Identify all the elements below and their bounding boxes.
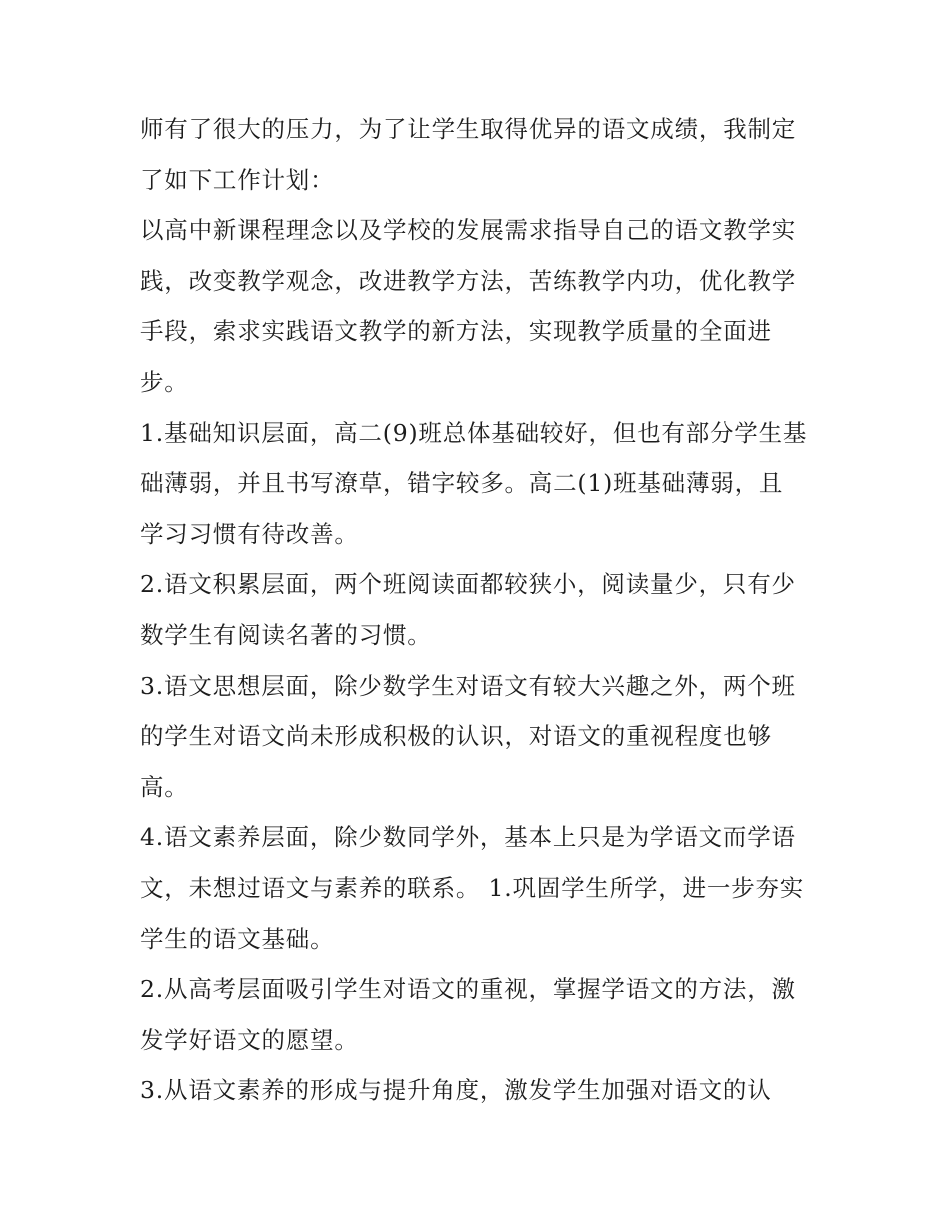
document-body (140, 104, 820, 1116)
text-line: 师有了很大的压力，为了让学生取得优异的语文成绩，我制定 (140, 115, 797, 143)
text-line: 3.语文思想层面，除少数学生对语文有较大兴趣之外，两个班 (140, 671, 796, 700)
text-line: 践，改变教学观念，改进教学方法，苦练教学内功，优化教学 (140, 266, 797, 295)
text-line: 1.基础知识层面，高二(9)班总体基础较好，但也有部分学生基 (140, 418, 808, 447)
text-line: 2.从高考层面吸引学生对语文的重视，掌握学语文的方法，激 (140, 975, 796, 1004)
text-line: 3.从语文素养的形成与提升角度，激发学生加强对语文的认 (140, 1076, 772, 1105)
text-line: 数学生有阅读名著的习惯。 (140, 620, 432, 649)
text-line: 文，未想过语文与素养的联系。 1.巩固学生所学，进一步夯实 (140, 873, 805, 902)
text-line: 2.语文积累层面，两个班阅读面都较狭小，阅读量少，只有少 (140, 570, 796, 599)
text-line: 了如下工作计划： (140, 165, 335, 194)
text-line: 高。 (140, 772, 189, 801)
text-line: 4.语文素养层面，除少数同学外，基本上只是为学语文而学语 (140, 823, 796, 852)
text-line: 的学生对语文尚未形成积极的认识，对语文的重视程度也够 (140, 722, 772, 751)
text-line: 发学好语文的愿望。 (140, 1025, 359, 1054)
text-line: 学生的语文基础。 (140, 924, 335, 953)
text-line: 步。 (140, 367, 189, 396)
text-line: 础薄弱，并且书写潦草，错字较多。高二(1)班基础薄弱，且 (140, 469, 784, 498)
text-line: 学习习惯有待改善。 (140, 519, 359, 548)
text-line: 以高中新课程理念以及学校的发展需求指导自己的语文教学实 (140, 216, 797, 245)
text-line: 手段，索求实践语文教学的新方法，实现教学质量的全面进 (140, 317, 772, 346)
